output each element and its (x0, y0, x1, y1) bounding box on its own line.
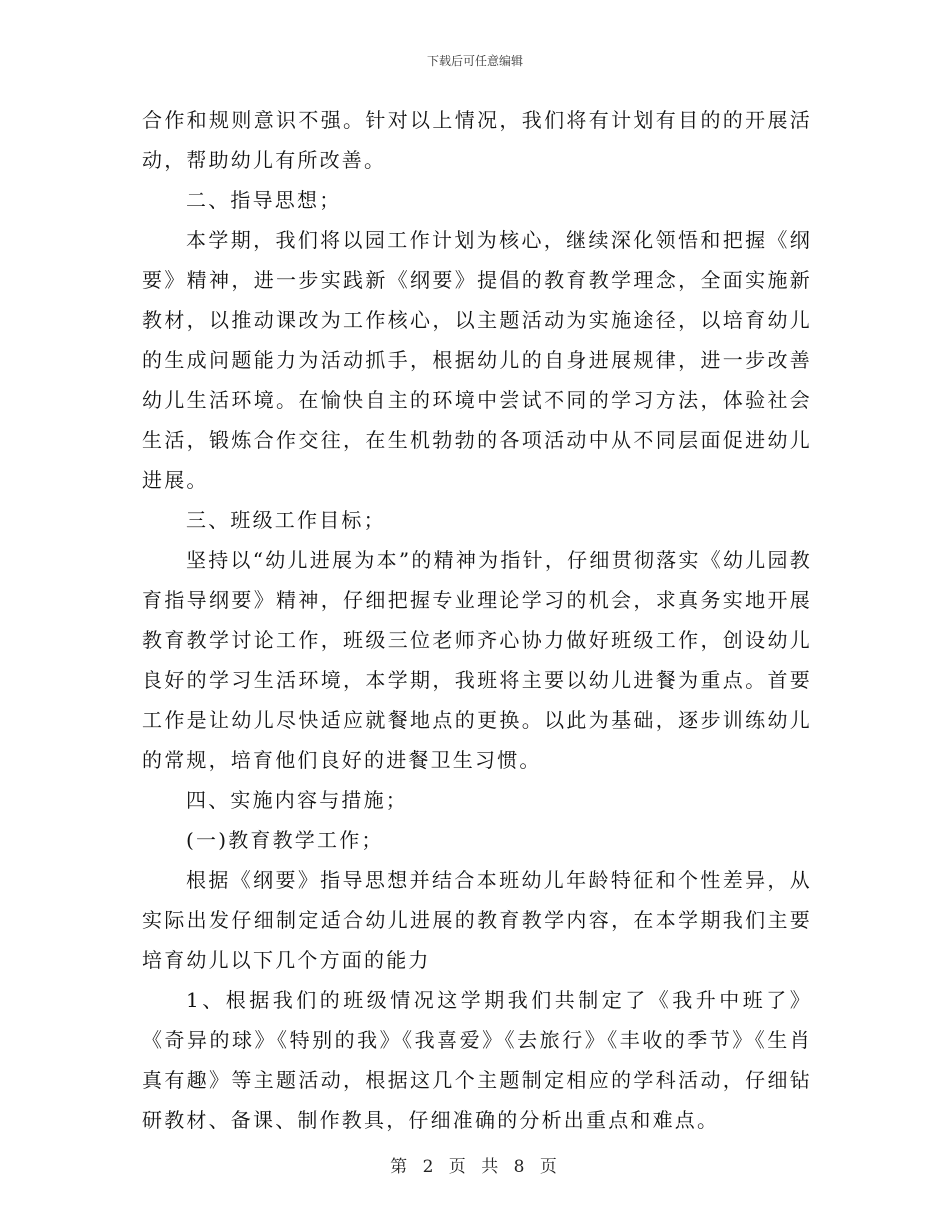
page-header-note: 下载后可任意编辑 (426, 54, 523, 68)
paragraph-guiding-thought: 本学期，我们将以园工作计划为核心，继续深化领悟和把握《纲要》精神，进一步实践新《纲要》提倡的教育教学理念，全面实施新教材，以推动课改为工作核心，以主题活动为实施途径，以培育幼儿的生成问题能力为活动抓手，根据幼儿的自身进展规律，进一步改善幼儿生活环境。在愉快自主的环境中尝试不同的学习方法，体验社会生活，锻炼合作交往，在生机勃勃的各项活动中从不同层面促进幼儿进展。 (142, 228, 812, 492)
document-body (142, 100, 812, 1140)
paragraph-class-goals: 坚持以“幼儿进展为本”的精神为指针，仔细贯彻落实《幼儿园教育指导纲要》精神，仔细把握专业理论学习的机会，求真务实地开展教育教学讨论工作，班级三位老师齐心协力做好班级工作，创设幼儿良好的学习生活环境，本学期，我班将主要以幼儿进餐为重点。首要工作是让幼儿尽快适应就餐地点的更换。以此为基础，逐步训练幼儿的常规，培育他们良好的进餐卫生习惯。 (142, 548, 812, 772)
heading-class-goals: 三、班级工作目标； (186, 508, 386, 532)
paragraph-intro-continuation: 合作和规则意识不强。针对以上情况，我们将有计划有目的的开展活动，帮助幼儿有所改善。 (142, 108, 812, 172)
paragraph-teaching-work: 根据《纲要》指导思想并结合本班幼儿年龄特征和个性差异，从实际出发仔细制定适合幼儿进展的教育教学内容，在本学期我们主要培育幼儿以下几个方面的能力 (142, 868, 812, 972)
subheading-teaching-work: (一)教育教学工作； (186, 828, 384, 852)
page-number-footer: 第 2 页 共 8 页 (390, 1157, 560, 1177)
heading-guiding-thought: 二、指导思想； (186, 188, 342, 212)
paragraph-theme-activities: 1、根据我们的班级情况这学期我们共制定了《我升中班了》《奇异的球》《特别的我》《我喜爱》《去旅行》《丰收的季节》《生肖真有趣》等主题活动，根据这几个主题制定相应的学科活动，仔细钻研教材、备课、制作教具，仔细准确的分析出重点和难点。 (142, 988, 812, 1132)
heading-implementation: 四、实施内容与措施； (186, 788, 408, 812)
